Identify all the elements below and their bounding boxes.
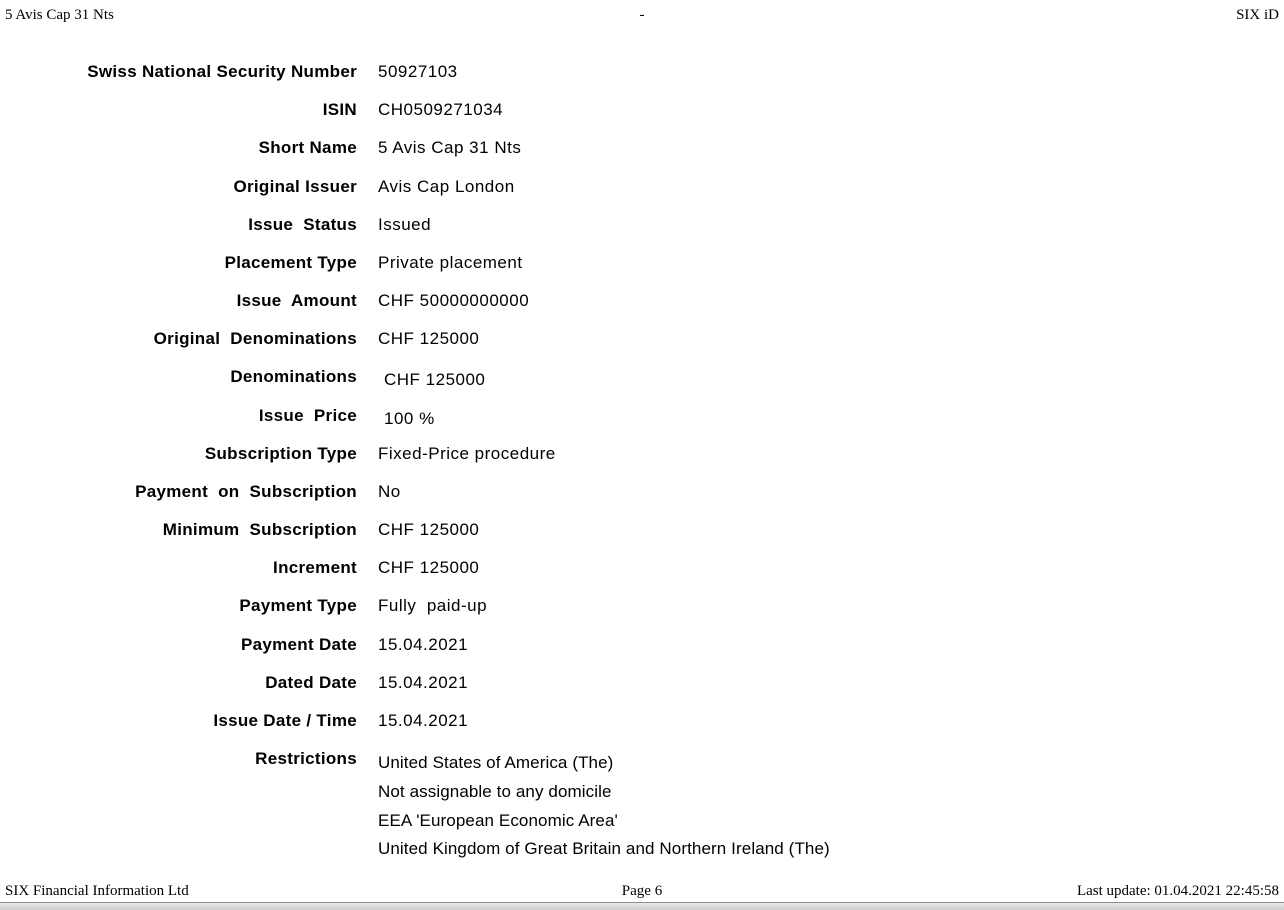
field-row	[0, 673, 1284, 711]
field-row	[0, 215, 1284, 253]
field-value-line: EEA 'European Economic Area'	[378, 810, 618, 830]
field-value: Fully paid-up	[378, 596, 488, 616]
field-row	[0, 444, 1284, 482]
field-value: CHF 125000	[384, 370, 486, 390]
field-label: Payment Date	[240, 634, 357, 654]
field-row	[0, 596, 1284, 634]
field-label: Placement Type	[224, 252, 357, 272]
field-row	[0, 749, 1284, 864]
field-value: CHF 125000	[378, 329, 480, 349]
field-row	[0, 406, 1284, 444]
field-label: Original Issuer	[233, 176, 357, 196]
field-label: Subscription Type	[204, 443, 357, 463]
field-value-line: Not assignable to any domicile	[378, 781, 612, 801]
field-label: Denominations	[230, 367, 357, 387]
field-label: Minimum Subscription	[162, 520, 357, 540]
field-value: 15.04.2021	[378, 634, 469, 654]
field-value: 15.04.2021	[378, 672, 469, 692]
field-value: CHF 50000000000	[378, 291, 530, 311]
header-separator: -	[639, 7, 645, 23]
field-value: CH0509271034	[378, 100, 504, 120]
field-row	[0, 367, 1284, 405]
field-value: Fixed-Price procedure	[378, 443, 556, 463]
field-label: Issue Status	[248, 214, 357, 234]
field-row	[0, 329, 1284, 367]
field-row	[0, 558, 1284, 596]
document-header	[0, 7, 1284, 27]
field-label: Issue Date / Time	[213, 710, 357, 730]
field-label: Original Denominations	[153, 329, 357, 349]
field-label: Increment	[273, 558, 357, 578]
field-value: Issued	[378, 214, 432, 234]
field-row	[0, 482, 1284, 520]
field-value: CHF 125000	[378, 558, 480, 578]
field-value: No	[378, 481, 401, 501]
field-label: Payment Type	[239, 596, 357, 616]
field-row	[0, 291, 1284, 329]
field-row	[0, 177, 1284, 215]
field-value: 15.04.2021	[378, 710, 469, 730]
field-label: Payment on Subscription	[135, 481, 357, 501]
field-row	[0, 100, 1284, 138]
field-value: 5 Avis Cap 31 Nts	[378, 138, 522, 158]
field-label: Swiss National Security Number	[87, 62, 357, 81]
field-label: Issue Amount	[236, 291, 357, 311]
field-value: CHF 125000	[378, 520, 480, 540]
field-value: 50927103	[378, 62, 458, 81]
document-footer	[0, 883, 1284, 903]
window-bottom-edge	[0, 902, 1284, 910]
security-fields-table	[0, 62, 1284, 864]
field-value-list	[378, 749, 830, 864]
field-row	[0, 253, 1284, 291]
field-row	[0, 62, 1284, 100]
field-value: 100 %	[384, 408, 435, 428]
field-value: Private placement	[378, 252, 523, 272]
field-value-line: United States of America (The)	[378, 753, 614, 773]
field-label: Restrictions	[255, 749, 357, 769]
header-short-name: 5 Avis Cap 31 Nts	[5, 7, 114, 23]
field-label: ISIN	[322, 100, 357, 120]
header-product-name: SIX iD	[1236, 7, 1279, 23]
field-row	[0, 711, 1284, 749]
field-label: Short Name	[258, 138, 357, 158]
field-row	[0, 520, 1284, 558]
footer-page-number: Page 6	[621, 883, 663, 899]
field-row	[0, 138, 1284, 176]
field-value: Avis Cap London	[378, 176, 515, 196]
field-label: Issue Price	[258, 405, 357, 425]
footer-last-update: Last update: 01.04.2021 22:45:58	[1076, 883, 1279, 899]
footer-company: SIX Financial Information Ltd	[5, 883, 189, 899]
field-row	[0, 635, 1284, 673]
field-label: Dated Date	[265, 672, 357, 692]
field-value-line: United Kingdom of Great Britain and Northern Ireland (The)	[378, 839, 830, 859]
